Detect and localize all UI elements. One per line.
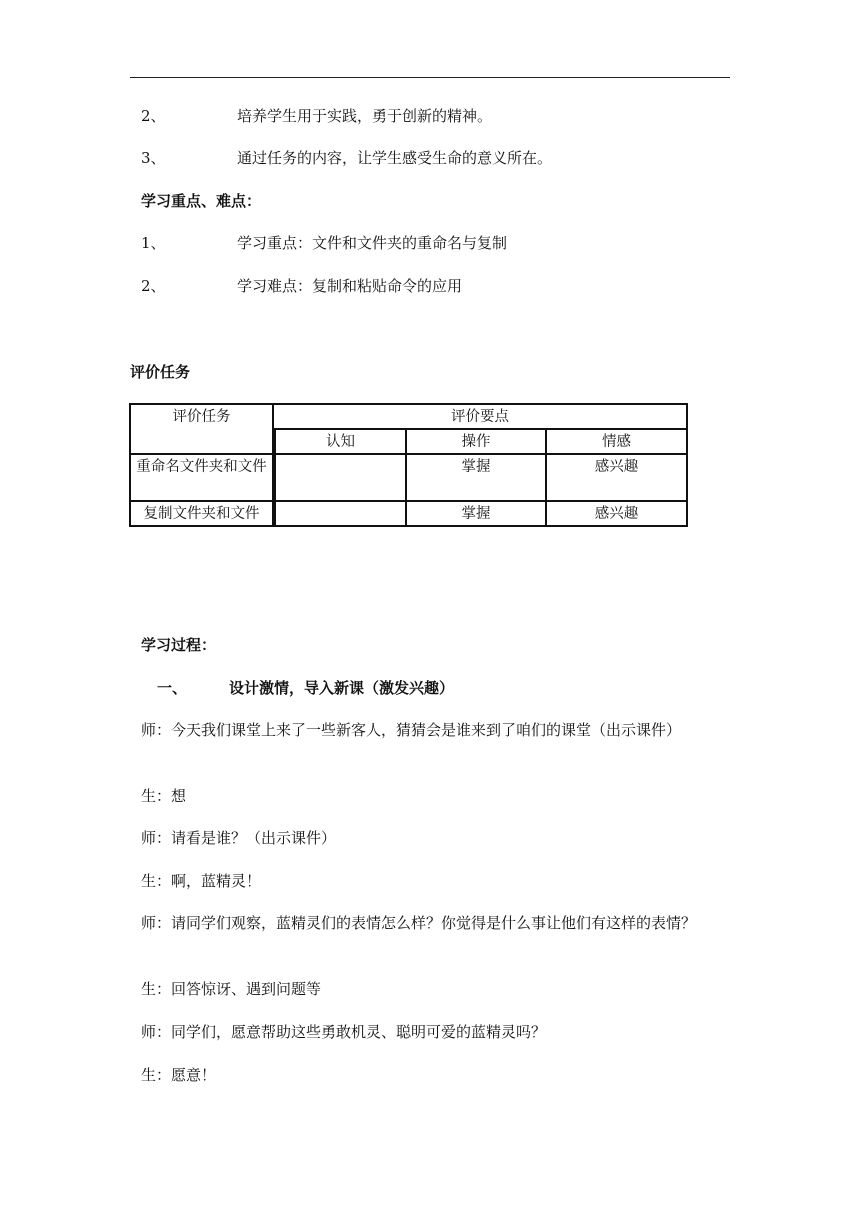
subheader-cognition: 认知	[274, 430, 407, 455]
dialogue-line: 师：同学们，愿意帮助这些勇敢机灵、聪明可爱的蓝精灵吗？	[141, 1023, 547, 1041]
objective-item	[141, 106, 492, 126]
evaluation-table	[129, 403, 688, 527]
dialogue-line: 生：愿意！	[141, 1066, 217, 1084]
dialogue-line: 生：回答惊讶、遇到问题等	[141, 980, 322, 998]
objective-number: 2、	[141, 107, 166, 125]
objective-text: 通过任务的内容，让学生感受生命的意义所在。	[237, 149, 553, 167]
objective-text: 培养学生用于实践，勇于创新的精神。	[237, 107, 493, 125]
subheader-emotion: 情感	[547, 430, 688, 455]
emotion-cell: 感兴趣	[547, 502, 688, 527]
header-task-cell: 评价任务	[129, 403, 274, 455]
section-number: 一、	[157, 679, 188, 697]
section-title: 设计激情，导入新课（激发兴趣）	[229, 679, 455, 697]
key-point-text: 学习重点：文件和文件夹的重命名与复制	[237, 234, 508, 252]
emotion-cell: 感兴趣	[547, 455, 688, 502]
operation-cell: 掌握	[407, 455, 547, 502]
table-row	[129, 502, 688, 527]
key-points-heading: 学习重点、难点：	[141, 192, 262, 210]
header-points-cell: 评价要点	[274, 403, 688, 430]
header-rule	[130, 77, 730, 78]
key-point-text: 学习难点：复制和粘贴命令的应用	[237, 277, 463, 295]
dialogue-line: 师：今天我们课堂上来了一些新客人，猜猜会是谁来到了咱们的课堂（出示课件）	[141, 721, 682, 739]
task-cell: 重命名文件夹和文件	[129, 455, 274, 502]
evaluation-heading: 评价任务	[130, 363, 191, 381]
dialogue-line: 师：请同学们观察，蓝精灵们的表情怎么样？你觉得是什么事让他们有这样的表情？	[141, 914, 697, 932]
process-heading: 学习过程：	[141, 636, 217, 654]
objective-item	[141, 148, 552, 168]
dialogue-line: 生：啊，蓝精灵！	[141, 872, 262, 890]
key-point-number: 1、	[141, 234, 166, 252]
objective-number: 3、	[141, 149, 166, 167]
operation-cell: 掌握	[407, 502, 547, 527]
key-point-item	[141, 233, 507, 253]
section-heading	[157, 678, 454, 698]
task-cell: 复制文件夹和文件	[129, 502, 274, 527]
key-point-number: 2、	[141, 277, 166, 295]
subheader-operation: 操作	[407, 430, 547, 455]
table-header-row	[129, 403, 688, 430]
cognition-cell	[274, 455, 407, 502]
key-point-item	[141, 276, 462, 296]
table-row	[129, 455, 688, 502]
dialogue-line: 生：想	[141, 787, 187, 805]
dialogue-line: 师：请看是谁？（出示课件）	[141, 829, 337, 847]
cognition-cell	[274, 502, 407, 527]
